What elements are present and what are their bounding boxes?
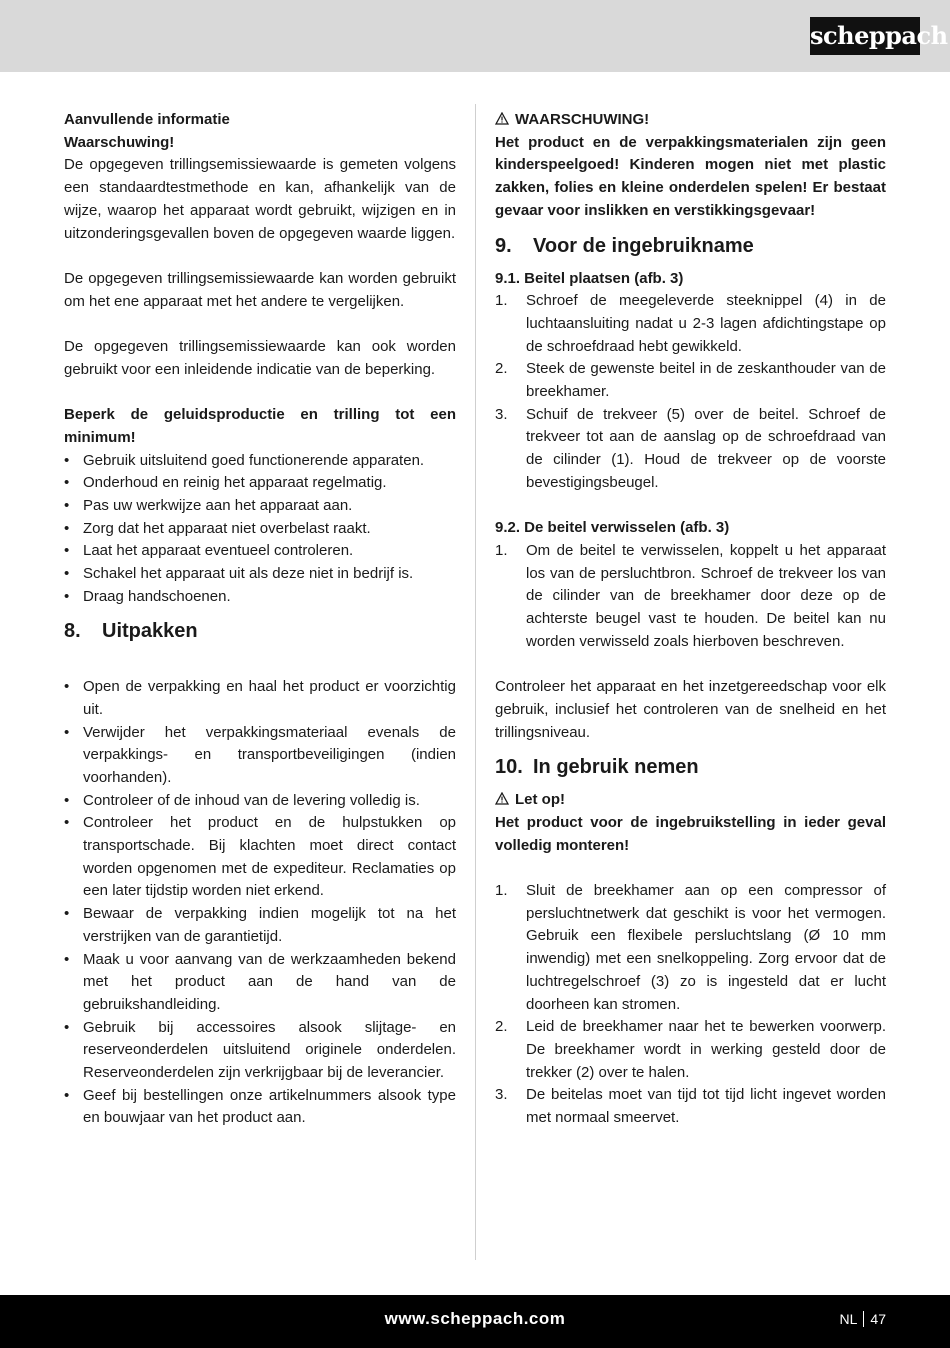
section-10-heading [495,744,886,789]
section-number: 9. [495,234,512,257]
check-paragraph: Controleer het apparaat en het inzetgereedschap voor elk gebruik, inclusief het controleren van de snelheid en het trillingsniveau. [495,678,886,741]
list-item: • Laat het apparaat eventueel controleren. [64,540,456,563]
section-number: 8. [64,620,81,643]
section-title: Voor de ingebruikname [533,234,754,257]
chisel-insert-steps [495,290,886,494]
list-item: • Zorg dat het apparaat niet overbelast raakt. [64,518,456,541]
info-heading: Aanvullende informatie [64,111,230,128]
list-item: • Pas uw werkwijze aan het apparaat aan. [64,495,456,518]
vibration-paragraph-3: De opgegeven trillingsemissiewaarde kan ook worden gebruikt voor een inleidende indicatie van de beperking. [64,338,456,378]
list-item: • Verwijder het verpakkingsmateriaal evenals de verpakkings- en transportbeveiligingen (indien voorhanden). [64,722,456,790]
attention-title: Let op! [515,791,565,809]
vibration-paragraph-2: De opgegeven trillingsemissiewaarde kan worden gebruikt om het ene apparaat met het andere te vergelijken. [64,269,456,310]
vibration-paragraph-1: De opgegeven trillingsemissiewaarde is gemeten volgens een standaardtestmethode en kan, afhankelijk van de wijze, waarop het apparaat wordt gebruikt, wijzigen en in uitzonderingsgevallen boven de opgegeven waarde liggen. [64,156,456,242]
section-8-heading [64,608,456,653]
left-column [64,109,456,1130]
attention-text: Het product voor de ingebruikstelling in ieder geval volledig monteren! [495,813,886,854]
list-item: 2. Steek de gewenste beitel in de zeskanthouder van de breekhamer. [495,360,886,401]
chisel-change-steps [495,540,886,654]
warning-title: WAARSCHUWING! [515,111,650,128]
list-item: 1. Om de beitel te verwisselen, koppelt u het apparaat los van de persluchtbron. Schroef de trekveer los van de cilinder van de breekhamer door deze op de achterste beugel vast te houden. De beitel kan nu worden verwisseld zoals hierboven beschreven. [495,541,886,650]
list-item: 1. Schroef de meegeleverde steeknippel (4) in de luchtaansluiting nadat u 2-3 lagen afdichtingstape op de schroefdraad hebt gewikkeld. [495,292,886,355]
page-number: 47 [870,1311,886,1327]
list-item: • Open de verpakking en haal het product er voorzichtig uit. [64,676,456,721]
list-item: • Maak u voor aanvang van de werkzaamheden bekend met het product aan de hand van de gebruikshandleiding. [64,949,456,1017]
section-title: In gebruik nemen [533,756,699,779]
warning-triangle-icon [495,792,509,805]
list-item: 2. Leid de breekhamer naar het te bewerken voorwerp. De breekhamer wordt in werking gesteld door de trekker (2) over te halen. [495,1018,886,1081]
list-item: • Draag handschoenen. [64,586,456,609]
page-indicator [840,1295,886,1343]
column-divider [475,104,476,1260]
page-footer [0,1295,950,1348]
list-item: • Onderhoud en reinig het apparaat regelmatig. [64,472,456,495]
list-item: • Controleer het product en de hulpstukken op transportschade. Bij klachten moet direct contact worden opgenomen met de expediteur. Reclamaties op een later tijdstip worden niet erkend. [64,812,456,903]
warning-title-row [495,109,886,132]
list-item: • Geef bij bestellingen onze artikelnummers alsook type en bouwjaar van het product aan. [64,1085,456,1130]
page-header [0,0,950,72]
section-number: 10. [495,756,523,779]
list-item: • Schakel het apparaat uit als deze niet in bedrijf is. [64,563,456,586]
list-item: 3. Schuif de trekveer (5) over de beitel. Schroef de trekveer tot aan de aanslag op de schroefdraad van de cilinder (1). Houd de trekveer op de voorste bevestigingsbeugel. [495,405,886,491]
warning-text: Het product en de verpakkingsmaterialen zijn geen kinderspeelgoed! Kinderen mogen niet met plastic zakken, folies en kleine onderdelen spelen! Er bestaat gevaar voor inslikken en verstikkingsgevaar! [495,133,886,219]
section-title: Uitpakken [102,620,198,643]
subsection-9-2-heading: 9.2. De beitel verwisselen (afb. 3) [495,519,730,537]
scheppach-logo: scheppach [810,17,920,55]
limit-list [64,450,456,609]
section-9-heading [495,223,886,268]
list-item: • Gebruik uitsluitend goed functionerende apparaten. [64,450,456,473]
warning-triangle-icon [495,112,509,125]
website-url: www.scheppach.com [384,1309,566,1328]
list-item: • Bewaar de verpakking indien mogelijk tot na het verstrijken van de garantietijd. [64,903,456,948]
limit-heading: Beperk de geluidsproductie en trilling tot een minimum! [64,406,456,446]
list-item: 3. De beitelas moet van tijd tot tijd licht ingevet worden met normaal smeervet. [495,1086,886,1127]
operation-steps [495,880,886,1130]
unpack-list [64,676,456,1130]
language-code: NL [839,1311,858,1327]
right-column [495,109,886,1130]
attention-title-row [495,789,886,812]
subsection-9-1-heading: 9.1. Beitel plaatsen (afb. 3) [495,269,684,287]
info-warning: Waarschuwing! [64,133,175,151]
list-item: • Controleer of de inhoud van de levering volledig is. [64,790,456,813]
list-item: 1. Sluit de breekhamer aan op een compressor of persluchtnetwerk dat geschikt is voor het vermogen. Gebruik een flexibele persluchtslang (Ø 10 mm inwendig) met een snelkoppeling. Zorg ervoor dat de luchtregelschroef (3) zo is ingesteld dat er lucht doorheen kan stromen. [495,882,886,1013]
list-item: • Gebruik bij accessoires alsook slijtage- en reserveonderdelen uitsluitend originele onderdelen. Reserveonderdelen zijn verkrijgbaar bij de leverancier. [64,1017,456,1085]
